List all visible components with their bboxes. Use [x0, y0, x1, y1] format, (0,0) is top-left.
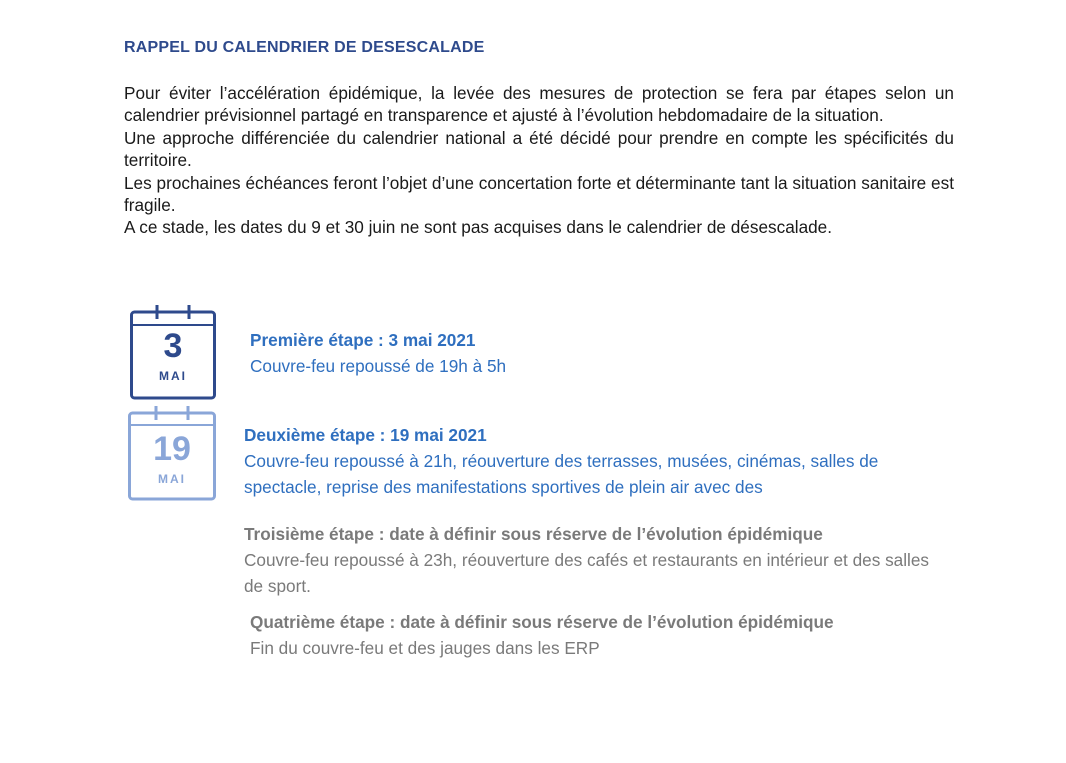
intro-paragraph: A ce stade, les dates du 9 et 30 juin ne sont pas acquises dans le calendrier de désescalade.	[124, 217, 833, 238]
step-description: Couvre-feu repoussé à 23h, réouverture des cafés et restaurants en intérieur et des salles de sport.	[244, 550, 930, 596]
intro-paragraph: Une approche différenciée du calendrier national a été décidé pour prendre en compte les spécificités du territoire.	[124, 127, 954, 171]
step-description: Couvre-feu repoussé à 21h, réouverture des terrasses, musées, cinémas, salles de spectacle, reprise des manifestations sportives de plein air avec des	[244, 451, 879, 497]
step-1	[250, 327, 506, 379]
step-4	[250, 609, 834, 661]
step-heading: Première étape : 3 mai 2021	[250, 330, 476, 350]
intro-text	[124, 82, 954, 239]
intro-paragraph: Pour éviter l’accélération épidémique, la levée des mesures de protection se fera par étapes selon un calendrier prévisionnel partagé en transparence et ajusté à l’évolution hebdomadaire de la situation.	[124, 83, 954, 126]
step-heading: Quatrième étape : date à définir sous réserve de l’évolution épidémique	[250, 612, 834, 632]
intro-paragraph: Les prochaines échéances feront l’objet d’une concertation forte et déterminante tant la situation sanitaire est fragile.	[124, 172, 954, 216]
calendar-icon-may-3	[130, 305, 216, 391]
calendar-month: MAI	[159, 369, 187, 383]
step-description: Couvre-feu repoussé de 19h à 5h	[250, 356, 507, 376]
step-3	[244, 521, 944, 599]
step-description: Fin du couvre-feu et des jauges dans les ERP	[250, 638, 600, 658]
step-heading: Troisième étape : date à définir sous réserve de l’évolution épidémique	[244, 524, 823, 544]
step-heading: Deuxième étape : 19 mai 2021	[244, 425, 487, 445]
calendar-day: 3	[163, 327, 183, 365]
calendar-day: 19	[153, 430, 191, 468]
page-title: RAPPEL DU CALENDRIER DE DESESCALADE	[124, 39, 485, 56]
step-2	[244, 422, 944, 504]
calendar-icon-may-19	[128, 406, 214, 492]
calendar-month: MAI	[158, 472, 186, 486]
